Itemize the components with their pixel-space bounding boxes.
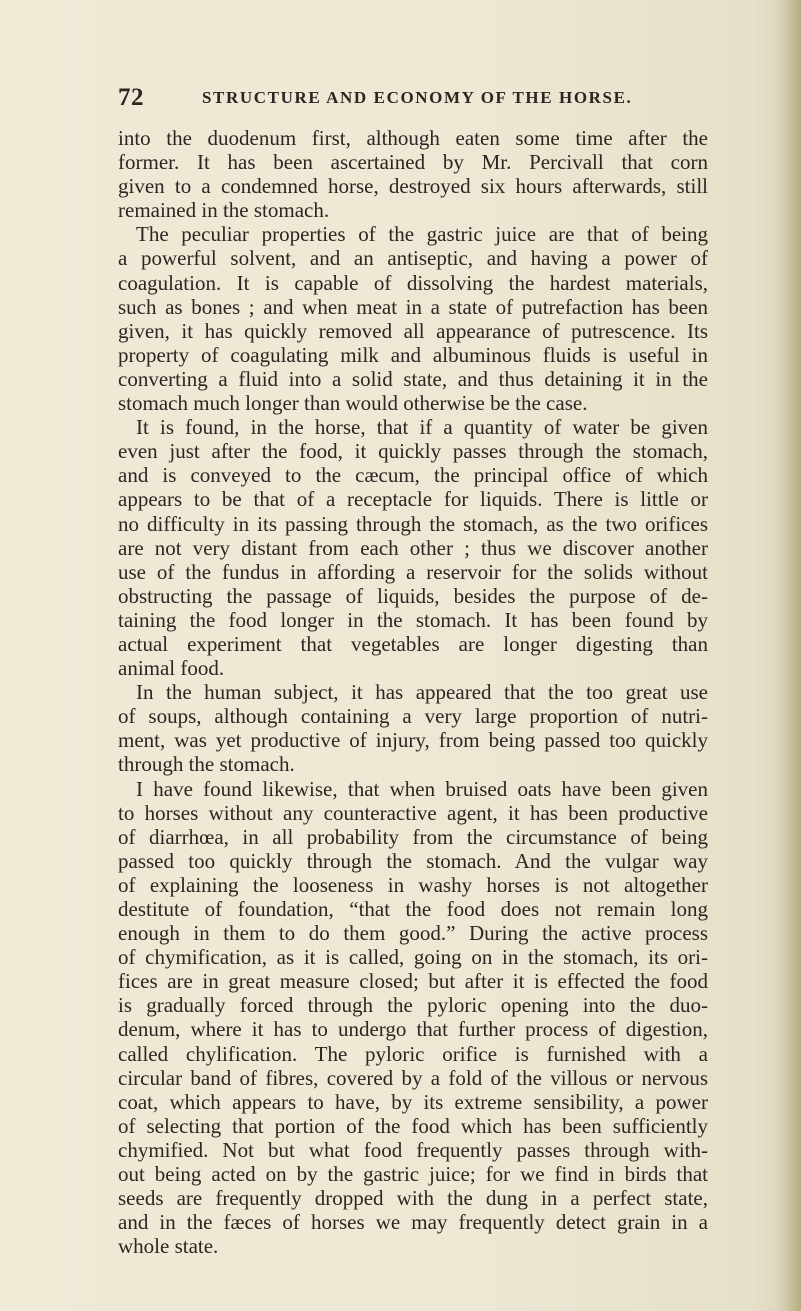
text-line: are not very distant from each other ; thus we discover another <box>118 535 708 560</box>
text-line: It is found, in the horse, that if a quantity of water be given <box>136 415 708 440</box>
text-line: passed too quickly through the stomach. And the vulgar way <box>118 848 708 873</box>
text-line: destitute of foundation, “that the food does not remain long <box>118 897 708 921</box>
text-line: circular band of fibres, covered by a fold of the villous or nervous <box>118 1065 708 1090</box>
page-number: 72 <box>118 84 144 111</box>
text-line: I have found likewise, that when bruised oats have been given <box>136 776 708 801</box>
text-line: chymified. Not but what food frequently passes through with- <box>118 1137 708 1162</box>
text-line: given to a condemned horse, destroyed six hours afterwards, still <box>118 174 708 199</box>
text-line: given, it has quickly removed all appearance of putrescence. Its <box>118 318 708 343</box>
text-line: enough in them to do them good.” During the active process <box>118 921 708 946</box>
text-line: such as bones ; and when meat in a state of putrefaction has been <box>118 294 708 319</box>
text-line: property of coagulating milk and albuminous fluids is useful in <box>118 342 708 367</box>
text-line: whole state. <box>118 1234 219 1259</box>
text-line: a powerful solvent, and an antiseptic, and having a power of <box>118 246 708 271</box>
text-line: no difficulty in its passing through the stomach, as the two orifices <box>118 511 708 536</box>
text-line: former. It has been ascertained by Mr. Percivall that corn <box>118 150 708 175</box>
text-line: seeds are frequently dropped with the dung in a perfect state, <box>118 1186 708 1211</box>
text-line: into the duodenum first, although eaten some time after the <box>118 126 708 150</box>
text-line: and is conveyed to the cæcum, the principal office of which <box>118 463 708 488</box>
text-line: of explaining the looseness in washy horses is not altogether <box>118 872 708 897</box>
text-line: to horses without any counteractive agent, it has been productive <box>118 800 708 825</box>
text-line: called chylification. The pyloric orifice is furnished with a <box>118 1041 708 1066</box>
text-line: ment, was yet productive of injury, from being passed too quickly <box>118 728 708 753</box>
text-line: coat, which appears to have, by its extreme sensibility, a power <box>118 1089 708 1114</box>
text-line: actual experiment that vegetables are longer digesting than <box>118 631 708 656</box>
running-head: STRUCTURE AND ECONOMY OF THE HORSE. <box>202 88 633 107</box>
text-line: through the stomach. <box>118 752 295 777</box>
text-line: is gradually forced through the pyloric opening into the duo- <box>118 993 708 1018</box>
text-line: fices are in great measure closed; but after it is effected the food <box>118 969 708 994</box>
text-line: taining the food longer in the stomach. It has been found by <box>118 607 708 632</box>
text-line: coagulation. It is capable of dissolving the hardest materials, <box>118 270 708 295</box>
page-header <box>118 84 678 112</box>
text-line: appears to be that of a receptacle for liquids. There is little or <box>118 487 708 512</box>
text-line: of diarrhœa, in all probability from the circumstance of being <box>118 824 708 849</box>
text-line: stomach much longer than would otherwise be the case. <box>118 391 588 416</box>
text-line: of soups, although containing a very large proportion of nutri- <box>118 704 708 729</box>
text-line: animal food. <box>118 656 225 681</box>
body-text <box>118 126 708 1258</box>
text-line: out being acted on by the gastric juice; for we find in birds that <box>118 1162 708 1187</box>
text-line: converting a fluid into a solid state, and thus detaining it in the <box>118 366 708 391</box>
page-edge-shadow <box>775 0 801 1311</box>
text-line: use of the fundus in affording a reservoir for the solids without <box>118 559 708 584</box>
text-line: even just after the food, it quickly passes through the stomach, <box>118 439 708 464</box>
text-line: The peculiar properties of the gastric juice are that of being <box>136 222 708 247</box>
text-line: In the human subject, it has appeared that the too great use <box>136 680 708 705</box>
text-line: of chymification, as it is called, going on in the stomach, its ori- <box>118 945 708 970</box>
text-line: of selecting that portion of the food which has been sufficiently <box>118 1113 708 1138</box>
text-line: obstructing the passage of liquids, besides the purpose of de- <box>118 583 708 608</box>
text-line: and in the fæces of horses we may frequently detect grain in a <box>118 1210 708 1235</box>
text-line: denum, where it has to undergo that further process of digestion, <box>118 1017 708 1042</box>
text-line: remained in the stomach. <box>118 198 330 223</box>
